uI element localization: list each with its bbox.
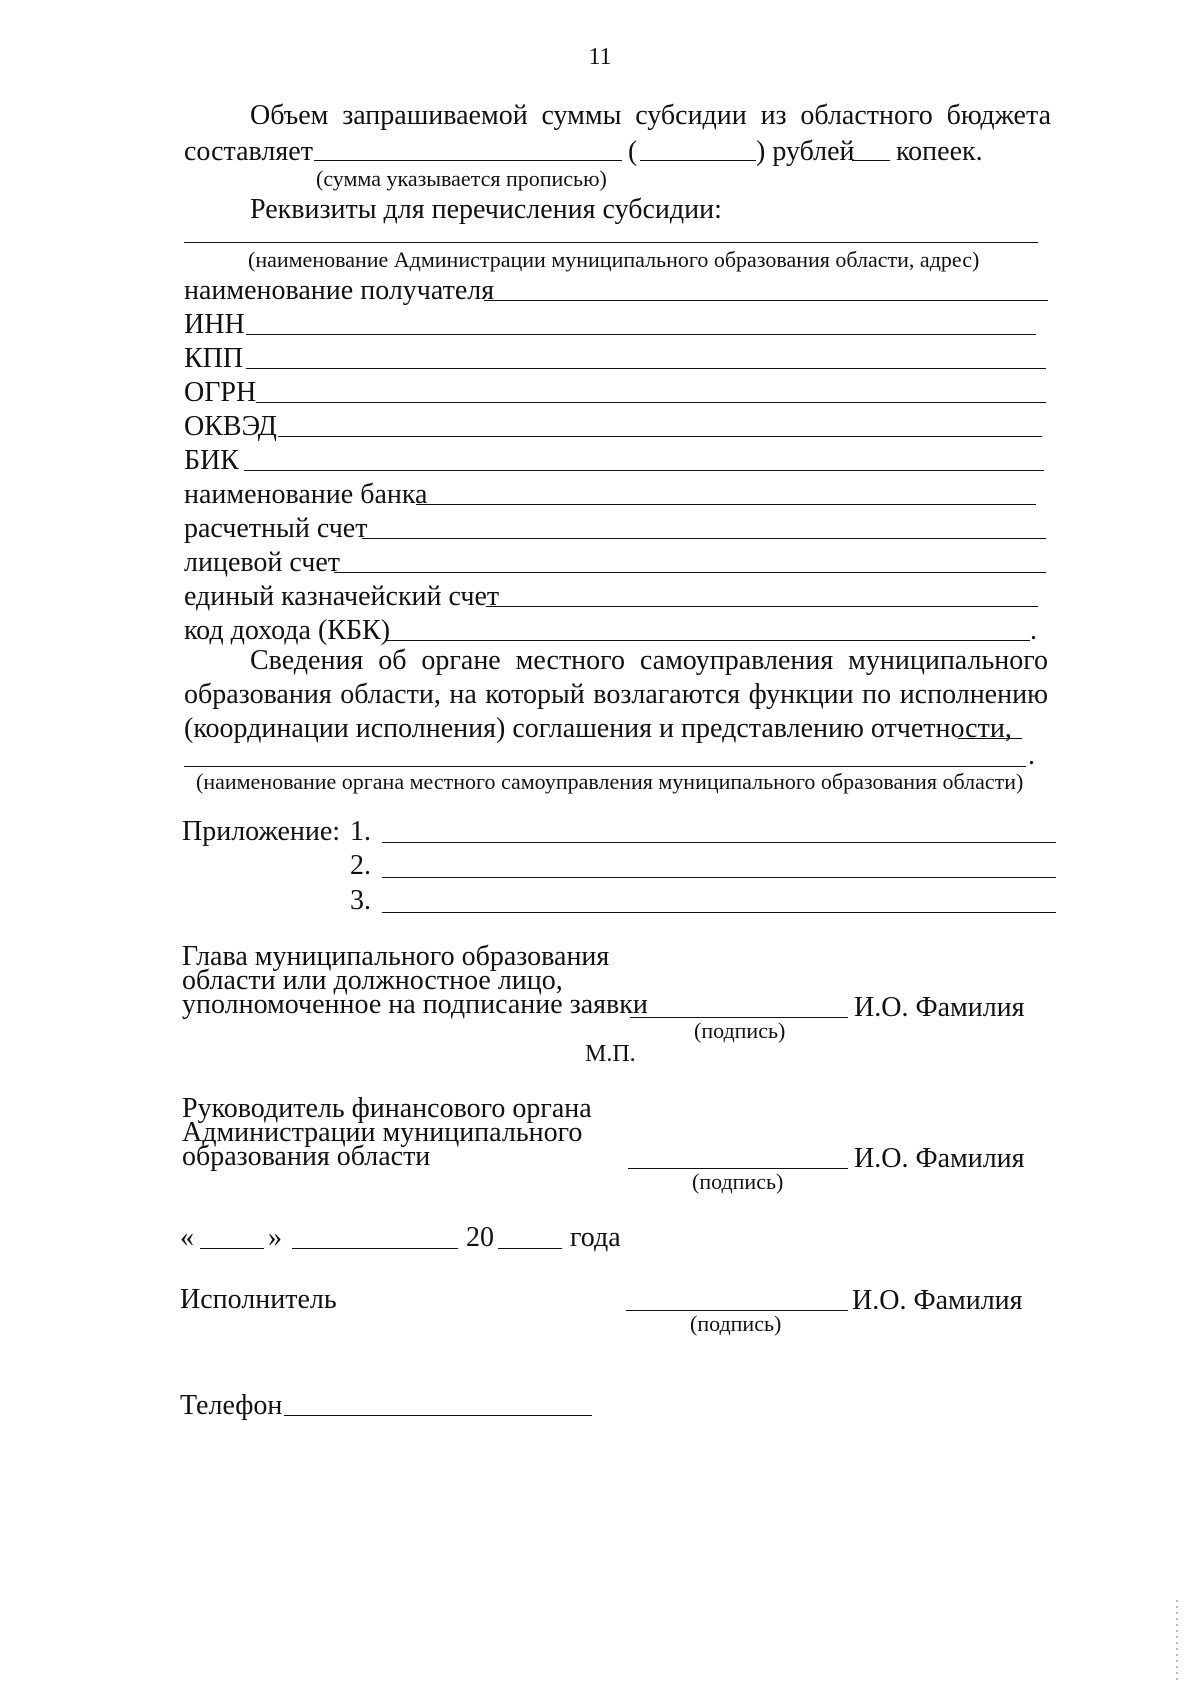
field-label-inn: ИНН	[184, 309, 245, 340]
okved-field[interactable]	[278, 436, 1042, 437]
head-sign-hint: (подпись)	[694, 1018, 786, 1043]
executor-name: И.О. Фамилия	[852, 1285, 1023, 1316]
sum-digits-field[interactable]	[640, 160, 756, 161]
attachment-number-2: 2.	[350, 850, 371, 881]
organ-line-1: Сведения об органе местного самоуправления муниципального	[250, 645, 1048, 676]
head-name: И.О. Фамилия	[854, 992, 1025, 1023]
attachment-3-field[interactable]	[382, 912, 1056, 913]
kopecks-label: копеек.	[896, 136, 983, 167]
kbk-field[interactable]	[386, 640, 1030, 641]
date-quote-open: «	[180, 1222, 194, 1253]
date-year-field[interactable]	[498, 1248, 562, 1249]
organ-name-field-start[interactable]	[958, 738, 1022, 739]
finance-title-line-3: образования области	[182, 1141, 431, 1172]
attachment-1-field[interactable]	[382, 842, 1056, 843]
page-number: 11	[588, 44, 612, 70]
executor-label: Исполнитель	[180, 1284, 337, 1315]
date-year-suffix: года	[570, 1222, 621, 1253]
organ-name-field[interactable]	[184, 766, 1026, 767]
field-label-settlement-account: расчетный счет	[184, 513, 368, 544]
finance-name: И.О. Фамилия	[854, 1143, 1025, 1174]
rubles-label: ) рублей	[756, 136, 855, 167]
head-title-line-2: области или должностное лицо,	[182, 965, 563, 996]
date-year-prefix: 20	[466, 1222, 494, 1253]
head-title-line-3: уполномоченное на подписание заявки	[182, 989, 648, 1020]
requisites-title: Реквизиты для перечисления субсидии:	[250, 194, 722, 225]
attachment-number-1: 1.	[350, 816, 371, 847]
bik-field[interactable]	[244, 470, 1044, 471]
date-day-field[interactable]	[200, 1248, 264, 1249]
kpp-field[interactable]	[246, 368, 1046, 369]
recipient-field[interactable]	[484, 300, 1048, 301]
bank-name-field[interactable]	[416, 504, 1036, 505]
intro-line-2-start: составляет	[184, 136, 313, 167]
intro-line-1: Объем запрашиваемой суммы субсидии из областного бюджета	[250, 100, 1051, 131]
attachment-label: Приложение:	[182, 816, 341, 847]
head-title-line-1: Глава муниципального образования	[182, 941, 610, 972]
attachment-number-3: 3.	[350, 885, 371, 916]
scan-edge-artifact	[1176, 1600, 1178, 1680]
organ-line-3: (координации исполнения) соглашения и представлению отчетности,	[184, 713, 1012, 744]
date-quote-close: »	[268, 1222, 282, 1253]
ogrn-field[interactable]	[256, 402, 1046, 403]
finance-title-line-2: Администрации муниципального	[182, 1117, 583, 1148]
organ-end-dot: .	[1028, 740, 1035, 771]
stamp-label: М.П.	[585, 1041, 636, 1067]
settlement-account-field[interactable]	[362, 538, 1046, 539]
organ-hint: (наименование органа местного самоуправления муниципального образования области)	[196, 769, 1024, 794]
kopecks-field[interactable]	[852, 160, 890, 161]
field-label-treasury-account: единый казначейский счет	[184, 581, 500, 612]
treasury-account-field[interactable]	[486, 606, 1038, 607]
paren-open: (	[628, 136, 638, 167]
field-label-kpp: КПП	[184, 343, 244, 374]
field-label-recipient: наименование получателя	[184, 275, 495, 306]
kbk-end-dot: .	[1030, 615, 1037, 646]
admin-name-field[interactable]	[184, 242, 1038, 243]
field-label-bik: БИК	[184, 445, 239, 476]
field-label-ogrn: ОГРН	[184, 377, 257, 408]
sum-words-field[interactable]	[314, 160, 622, 161]
finance-title-line-1: Руководитель финансового органа	[182, 1093, 592, 1124]
field-label-bank: наименование банка	[184, 479, 428, 510]
personal-account-field[interactable]	[334, 572, 1046, 573]
field-label-kbk: код дохода (КБК)	[184, 615, 391, 646]
organ-line-2: образования области, на который возлагаются функции по исполнению	[184, 679, 1048, 710]
admin-hint: (наименование Администрации муниципального образования области, адрес)	[248, 247, 980, 272]
attachment-2-field[interactable]	[382, 877, 1056, 878]
phone-field[interactable]	[284, 1415, 592, 1416]
inn-field[interactable]	[246, 334, 1036, 335]
sum-hint: (сумма указывается прописью)	[316, 166, 607, 191]
phone-label: Телефон	[180, 1390, 283, 1421]
field-label-personal-account: лицевой счет	[184, 547, 340, 578]
finance-sign-hint: (подпись)	[692, 1169, 784, 1194]
executor-sign-hint: (подпись)	[690, 1311, 782, 1336]
field-label-okved: ОКВЭД	[184, 411, 277, 442]
date-month-field[interactable]	[292, 1248, 458, 1249]
